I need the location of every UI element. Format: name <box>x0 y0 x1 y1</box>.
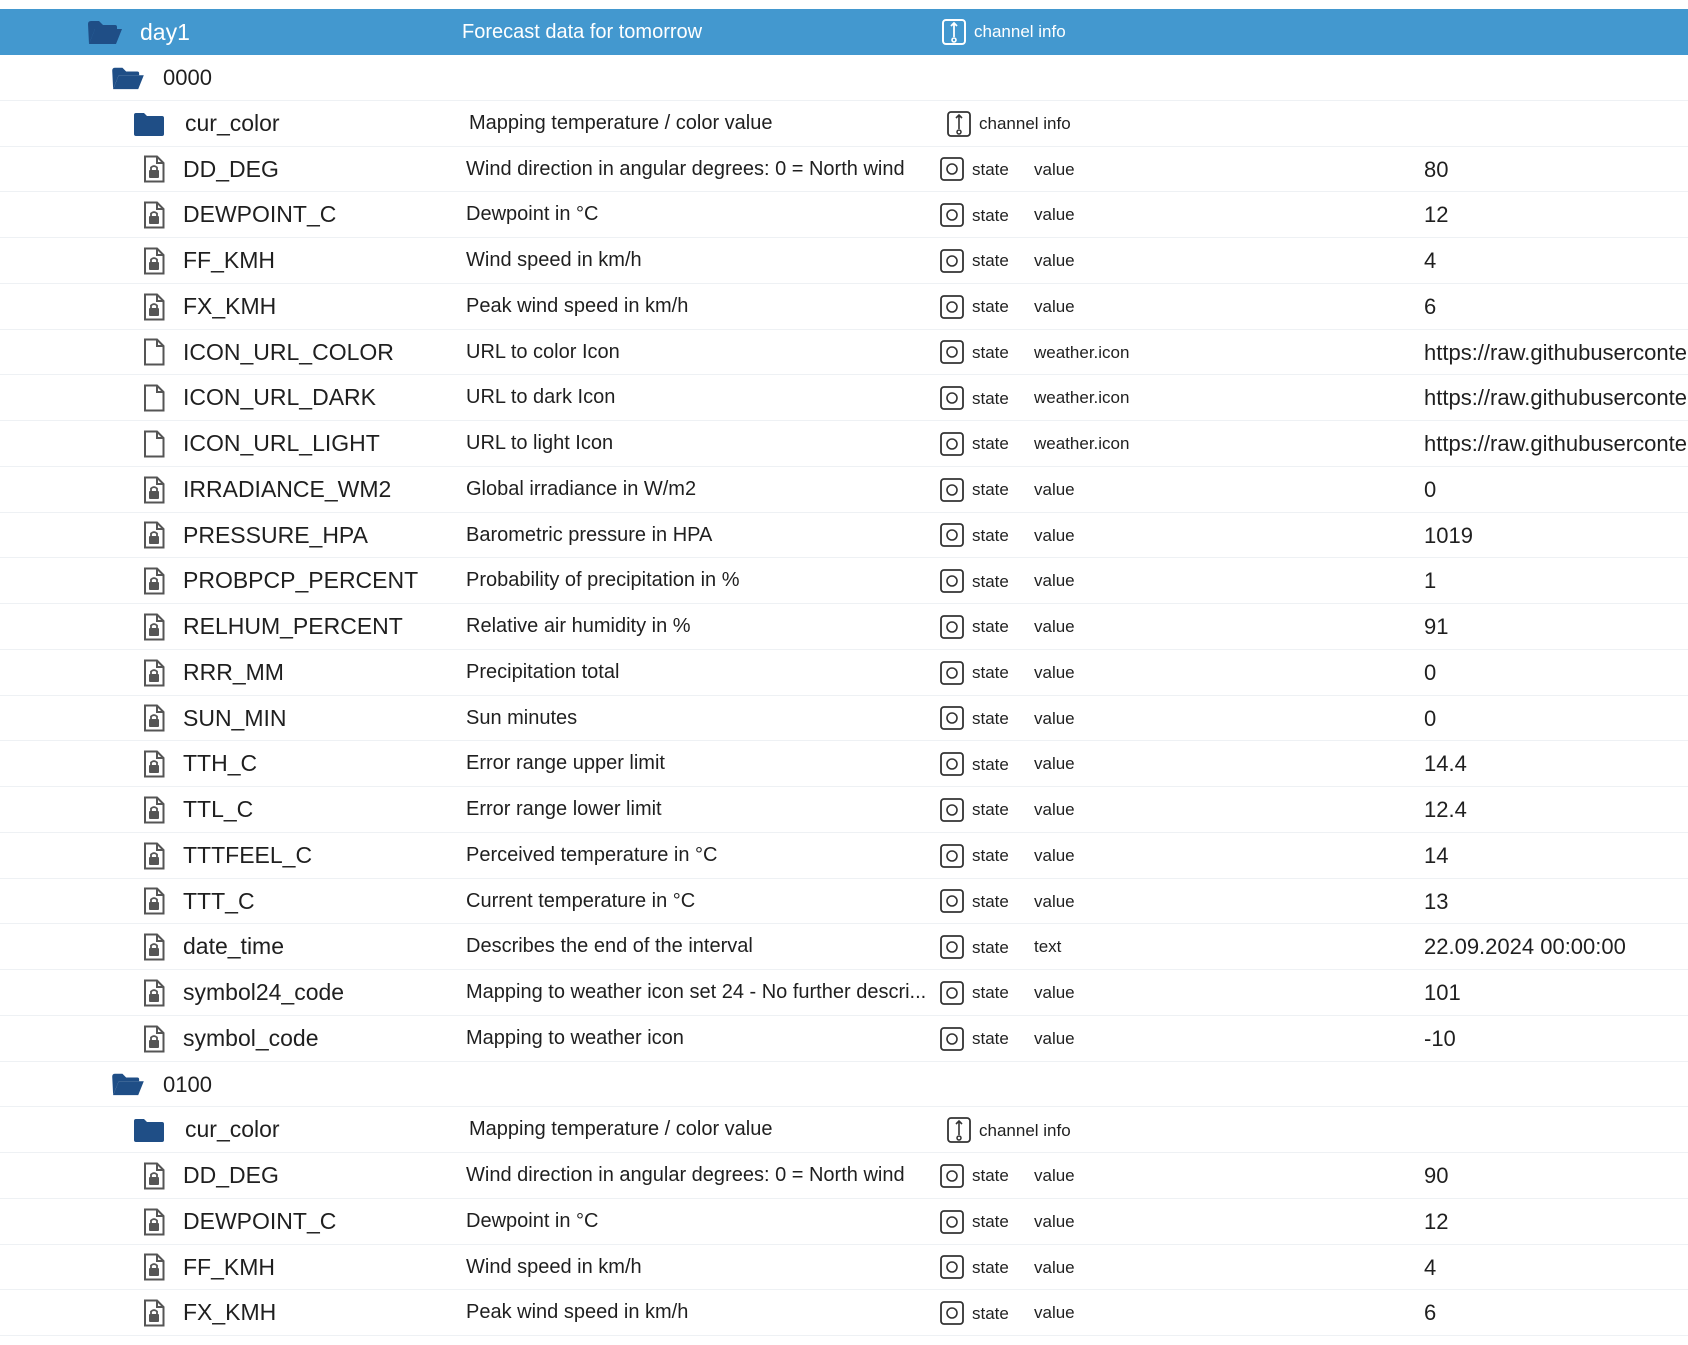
file-lock-icon <box>143 787 165 833</box>
row-role: value <box>1034 662 1075 682</box>
row-description: Error range lower limit <box>466 798 662 820</box>
row-description: Probability of precipitation in % <box>466 569 740 592</box>
row-value[interactable]: 101 <box>1424 980 1461 1005</box>
row-description: Wind speed in km/h <box>466 249 642 271</box>
state-row[interactable] <box>0 924 1688 970</box>
type-label: state <box>972 571 1009 591</box>
row-name: 0000 <box>163 65 212 90</box>
role-label: channel info <box>979 114 1071 134</box>
row-type <box>940 558 1009 604</box>
row-role: value <box>1034 1028 1075 1048</box>
type-label: state <box>972 754 1009 774</box>
type-label: state <box>972 800 1009 820</box>
file-lock-icon <box>143 1245 165 1291</box>
state-icon <box>940 752 964 776</box>
row-description: Barometric pressure in HPA <box>466 523 713 546</box>
row-type <box>940 1199 1009 1245</box>
row-name: TTH_C <box>183 750 258 777</box>
state-icon <box>940 478 964 502</box>
row-role <box>942 9 1066 55</box>
state-row[interactable] <box>0 330 1688 376</box>
row-value[interactable]: 0 <box>1424 705 1437 731</box>
row-role: value <box>1034 617 1075 636</box>
state-row[interactable] <box>0 421 1688 467</box>
state-row[interactable] <box>0 1016 1688 1062</box>
row-type <box>940 650 1009 696</box>
row-name: FF_KMH <box>183 1253 275 1280</box>
row-description: Mapping temperature / color value <box>469 1118 773 1141</box>
state-row[interactable] <box>0 375 1688 421</box>
row-type <box>940 924 1009 970</box>
row-role: value <box>1034 845 1075 865</box>
type-label: state <box>972 388 1009 408</box>
state-icon <box>940 1027 964 1051</box>
state-row[interactable] <box>0 833 1688 879</box>
row-value[interactable]: 1 <box>1424 568 1437 594</box>
row-value[interactable]: https://raw.githubuserconte <box>1424 385 1687 411</box>
row-role: value <box>1034 525 1075 545</box>
state-icon <box>940 661 964 685</box>
row-value[interactable]: 12 <box>1424 202 1449 228</box>
state-icon <box>940 1301 964 1325</box>
row-name: date_time <box>183 933 285 960</box>
row-role: value <box>1034 800 1075 819</box>
row-type <box>940 879 1009 925</box>
channel-info-icon <box>947 1117 971 1143</box>
row-value[interactable]: 12.4 <box>1424 797 1467 822</box>
state-row[interactable] <box>0 558 1688 604</box>
row-description: Describes the end of the interval <box>466 935 753 958</box>
row-description: Mapping temperature / color value <box>469 111 773 134</box>
row-value[interactable]: 12 <box>1424 1208 1449 1234</box>
row-value[interactable]: 6 <box>1424 1300 1437 1326</box>
row-name: RELHUM_PERCENT <box>183 613 403 639</box>
row-role <box>947 101 1071 147</box>
row-description: Relative air humidity in % <box>466 615 691 637</box>
state-icon <box>940 432 964 456</box>
row-name: day1 <box>140 19 190 45</box>
row-name: symbol_code <box>183 1024 319 1051</box>
row-description: URL to color Icon <box>466 340 620 363</box>
row-type <box>940 467 1009 513</box>
row-name: TTTFEEL_C <box>183 841 313 868</box>
state-icon <box>940 569 964 593</box>
row-role: value <box>1034 754 1075 774</box>
state-icon <box>940 981 964 1005</box>
state-icon <box>940 523 964 547</box>
type-label: state <box>972 1166 1009 1186</box>
channel-info-icon <box>947 111 971 137</box>
row-value[interactable]: 0 <box>1424 476 1437 502</box>
state-icon <box>940 706 964 730</box>
row-name: symbol24_code <box>183 979 345 1005</box>
row-role: value <box>1034 1166 1075 1185</box>
row-value[interactable]: 22.09.2024 00:00:00 <box>1424 934 1626 960</box>
file-lock-icon <box>143 924 165 970</box>
row-name: cur_color <box>185 109 280 136</box>
row-value[interactable]: 4 <box>1424 248 1437 273</box>
row-name: ICON_URL_LIGHT <box>183 430 380 456</box>
row-role: value <box>1034 708 1075 728</box>
row-description: Forecast data for tomorrow <box>462 21 703 43</box>
type-label: state <box>972 1303 1009 1323</box>
row-value[interactable]: 13 <box>1424 888 1449 914</box>
channel-row[interactable] <box>0 1107 1688 1153</box>
state-row[interactable] <box>0 879 1688 925</box>
row-type <box>940 1016 1009 1062</box>
row-role: value <box>1034 571 1075 591</box>
row-name: TTT_C <box>183 887 255 914</box>
file-lock-icon <box>143 879 165 925</box>
row-role: value <box>1034 1303 1075 1323</box>
file-lock-icon <box>143 238 165 284</box>
file-lock-icon <box>143 833 165 879</box>
row-role: value <box>1034 159 1075 179</box>
row-description: Error range upper limit <box>466 752 665 775</box>
channel-row[interactable] <box>0 101 1688 147</box>
row-name: PRESSURE_HPA <box>183 521 368 548</box>
file-lock-icon <box>143 696 165 742</box>
state-row[interactable] <box>0 696 1688 742</box>
row-role: value <box>1034 1257 1075 1277</box>
state-row[interactable] <box>0 467 1688 513</box>
type-label: state <box>972 663 1009 683</box>
row-value[interactable]: 6 <box>1424 293 1437 319</box>
row-value[interactable]: 80 <box>1424 156 1449 182</box>
row-type <box>940 421 1009 467</box>
row-name: SUN_MIN <box>183 704 287 731</box>
type-label: state <box>972 342 1009 362</box>
file-lock-icon <box>143 284 165 330</box>
type-label: state <box>972 480 1009 500</box>
row-description: Dewpoint in °C <box>466 1209 599 1232</box>
row-type <box>940 970 1009 1016</box>
group-folder-row[interactable] <box>0 1062 1688 1108</box>
role-label: channel info <box>974 22 1066 42</box>
file-lock-icon <box>143 147 165 193</box>
row-name: 0100 <box>163 1071 212 1097</box>
object-tree <box>0 55 1688 1336</box>
row-type <box>940 375 1009 421</box>
row-description: Peak wind speed in km/h <box>466 1301 689 1324</box>
row-role: weather.icon <box>1034 434 1130 453</box>
row-value[interactable]: https://raw.githubuserconte <box>1424 339 1687 365</box>
row-role: value <box>1034 479 1075 499</box>
type-label: state <box>972 983 1009 1003</box>
row-description: URL to dark Icon <box>466 386 616 409</box>
row-role: weather.icon <box>1034 388 1130 408</box>
row-description: Sun minutes <box>466 706 578 729</box>
row-type <box>940 147 1009 193</box>
state-row[interactable] <box>0 1153 1688 1199</box>
row-description: URL to light Icon <box>466 432 614 454</box>
row-description: Dewpoint in °C <box>466 203 599 226</box>
row-name: PROBPCP_PERCENT <box>183 567 419 594</box>
row-name: FF_KMH <box>183 247 275 273</box>
state-row[interactable] <box>0 787 1688 833</box>
type-label: state <box>972 891 1009 911</box>
state-row[interactable] <box>0 1245 1688 1291</box>
row-description: Wind direction in angular degrees: 0 = North wind <box>466 1164 905 1186</box>
type-label: state <box>972 434 1009 454</box>
state-icon <box>940 1210 964 1234</box>
row-name: FX_KMH <box>183 292 277 319</box>
type-label: state <box>972 1029 1009 1049</box>
row-role: value <box>1034 296 1075 316</box>
state-row[interactable] <box>0 238 1688 284</box>
row-description: Current temperature in °C <box>466 889 696 912</box>
row-role: text <box>1034 937 1062 957</box>
row-role: weather.icon <box>1034 342 1130 362</box>
type-label: state <box>972 937 1009 957</box>
folder-open-icon[interactable] <box>110 1062 146 1108</box>
state-icon <box>940 889 964 913</box>
file-lock-icon <box>143 1016 165 1062</box>
row-value[interactable]: 14.4 <box>1424 751 1467 777</box>
type-label: state <box>972 251 1009 271</box>
file-lock-icon <box>143 604 165 650</box>
state-icon <box>940 1164 964 1188</box>
row-role: value <box>1034 891 1075 911</box>
type-label: state <box>972 297 1009 317</box>
row-name: cur_color <box>185 1116 280 1143</box>
file-lock-icon <box>143 558 165 604</box>
state-icon <box>940 935 964 959</box>
row-value[interactable]: 1019 <box>1424 522 1473 548</box>
file-icon <box>143 330 165 376</box>
role-label: channel info <box>979 1120 1071 1140</box>
row-type <box>940 192 1009 238</box>
type-label: state <box>972 617 1009 637</box>
row-role <box>947 1107 1071 1153</box>
state-icon <box>940 157 964 181</box>
state-icon <box>940 340 964 364</box>
row-type <box>940 696 1009 742</box>
row-description: Peak wind speed in km/h <box>466 294 689 317</box>
file-lock-icon <box>143 741 165 787</box>
row-type <box>940 513 1009 559</box>
row-type <box>940 330 1009 376</box>
root-folder-row[interactable] <box>0 9 1688 55</box>
group-folder-row[interactable] <box>0 55 1688 101</box>
row-type <box>940 284 1009 330</box>
state-row[interactable] <box>0 604 1688 650</box>
type-label: state <box>972 205 1009 225</box>
state-row[interactable] <box>0 147 1688 193</box>
row-name: DEWPOINT_C <box>183 1207 337 1234</box>
row-value[interactable]: -10 <box>1424 1025 1456 1051</box>
file-lock-icon <box>143 1153 165 1199</box>
row-name: DD_DEG <box>183 155 279 182</box>
state-row[interactable] <box>0 513 1688 559</box>
file-lock-icon <box>143 467 165 513</box>
type-label: state <box>972 846 1009 866</box>
state-icon <box>940 203 964 227</box>
row-role: value <box>1034 1211 1075 1231</box>
row-description: Global irradiance in W/m2 <box>466 477 697 500</box>
row-role: value <box>1034 205 1075 225</box>
row-description: Wind direction in angular degrees: 0 = North wind <box>466 157 905 180</box>
row-value[interactable]: 0 <box>1424 659 1437 685</box>
folder-icon <box>133 1107 165 1153</box>
row-type <box>940 1153 1009 1199</box>
file-lock-icon <box>143 513 165 559</box>
row-name: DEWPOINT_C <box>183 201 337 228</box>
row-name: DD_DEG <box>183 1162 279 1188</box>
folder-open-icon[interactable] <box>86 9 124 55</box>
folder-icon <box>133 101 165 147</box>
row-description: Perceived temperature in °C <box>466 843 718 866</box>
file-lock-icon <box>143 650 165 696</box>
row-type <box>940 833 1009 879</box>
state-row[interactable] <box>0 1199 1688 1245</box>
row-type <box>940 604 1009 650</box>
row-type <box>940 741 1009 787</box>
file-icon <box>143 421 165 467</box>
row-name: ICON_URL_COLOR <box>183 338 394 365</box>
type-label: state <box>972 1257 1009 1277</box>
state-row[interactable] <box>0 650 1688 696</box>
file-lock-icon <box>143 192 165 238</box>
file-lock-icon <box>143 1199 165 1245</box>
row-name: ICON_URL_DARK <box>183 384 376 411</box>
row-value[interactable]: https://raw.githubuserconte <box>1424 431 1687 456</box>
state-icon <box>940 386 964 410</box>
row-name: FX_KMH <box>183 1299 277 1326</box>
state-row[interactable] <box>0 970 1688 1016</box>
state-icon <box>940 798 964 822</box>
row-type <box>940 1290 1009 1336</box>
type-label: state <box>972 1212 1009 1232</box>
row-role: value <box>1034 983 1075 1002</box>
state-icon <box>940 295 964 319</box>
state-icon <box>940 1255 964 1279</box>
type-label: state <box>972 708 1009 728</box>
row-value[interactable]: 4 <box>1424 1254 1437 1280</box>
state-row[interactable] <box>0 284 1688 330</box>
row-name: RRR_MM <box>183 658 284 685</box>
row-description: Wind speed in km/h <box>466 1255 642 1278</box>
row-type <box>940 787 1009 833</box>
row-description: Mapping to weather icon set 24 - No further descri... <box>466 981 927 1003</box>
row-value[interactable]: 90 <box>1424 1163 1449 1188</box>
state-icon <box>940 844 964 868</box>
row-description: Mapping to weather icon <box>466 1026 684 1049</box>
type-label: state <box>972 525 1009 545</box>
row-type <box>940 1245 1009 1291</box>
row-name: IRRADIANCE_WM2 <box>183 475 392 502</box>
state-row[interactable] <box>0 741 1688 787</box>
row-type <box>940 238 1009 284</box>
file-icon <box>143 375 165 421</box>
file-lock-icon <box>143 1290 165 1336</box>
state-row[interactable] <box>0 1290 1688 1336</box>
state-row[interactable] <box>0 192 1688 238</box>
state-icon <box>940 249 964 273</box>
row-value[interactable]: 91 <box>1424 614 1449 639</box>
row-description: Precipitation total <box>466 660 620 683</box>
row-role: value <box>1034 251 1075 270</box>
type-label: state <box>972 159 1009 179</box>
folder-open-icon[interactable] <box>110 55 146 101</box>
row-name: TTL_C <box>183 796 254 822</box>
channel-info-icon <box>942 19 966 45</box>
row-value[interactable]: 14 <box>1424 842 1449 868</box>
state-icon <box>940 615 964 639</box>
file-lock-icon <box>143 970 165 1016</box>
